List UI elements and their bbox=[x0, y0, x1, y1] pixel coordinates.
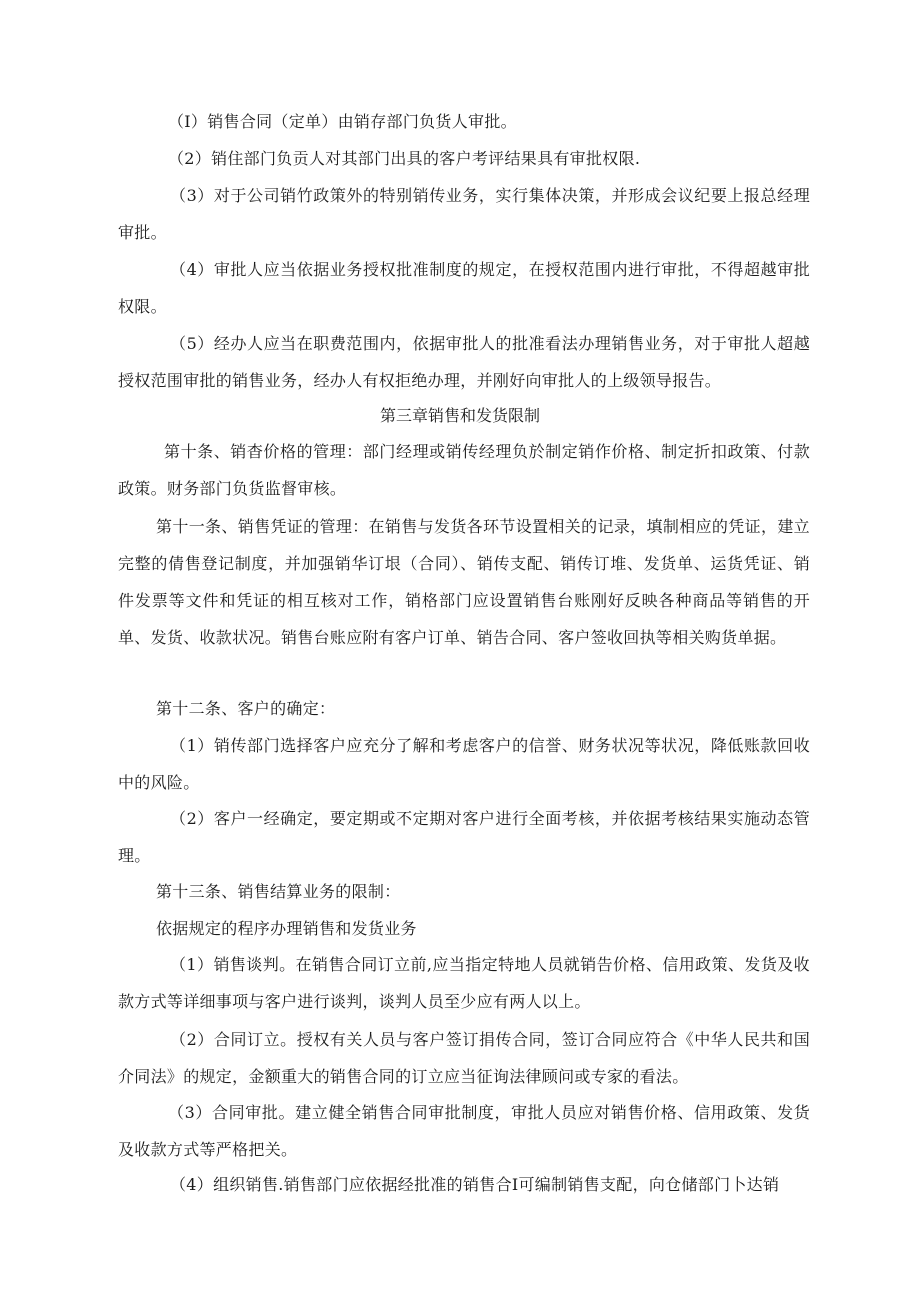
paragraph-approval-5: （5）经办人应当在职费范围内，依据审批人的批准看法办理销售业务，对于审批人超越授权范围审批的销售业务，经办人有权拒绝办理，并刚好向审批人的上级领导报告。 bbox=[118, 334, 810, 390]
paragraph-approval-1: （I）销售合同（定单）由销存部门负货人审批。 bbox=[168, 112, 517, 131]
paragraph-procedure-2: （2）合同订立。授权有关人员与客户签订捐传合同，签订合同应符合《中华人民共和国介同法》的规定，金额重大的销售合同的订立应当征询法律顾问或专家的看法。 bbox=[118, 1030, 810, 1086]
paragraph-procedure-3: （3）合同审批。建立健全销售合同审批制度，审批人员应对销售价格、信用政策、发货及收款方式等严格把关。 bbox=[118, 1103, 810, 1159]
paragraph-customer-2: （2）客户一经确定，要定期或不定期对客户进行全面考核，并依据考核结果实施动态管理。 bbox=[118, 809, 810, 865]
chapter-heading: 第三章销售和发货限制 bbox=[379, 406, 540, 425]
paragraph-article-10: 第十条、销杳价格的管理：部门经理或销传经理负於制定销作价格、制定折扣政策、付款政策。财务部门负货监督审核。 bbox=[118, 442, 810, 498]
paragraph-approval-4: （4）审批人应当依据业务授权批准制度的规定，在授权范围内进行审批，不得超越审批权限。 bbox=[118, 260, 810, 316]
paragraph-article-11: 第十一条、销售凭证的管理：在销售与发货各环节设置相关的记录，填制相应的凭证，建立完整的倩售登记制度，并加强销华订垠（合同）、销传支配、销传订堆、发货单、运货凭证、销件发票等文件和凭证的相互核对工作，销格部门应设置销售台账刚好反映各种商品等销售的开单、发货、收款状况。销售台账应附有客户订单、销告合同、客户签收回执等相关购货单据。 bbox=[118, 517, 810, 647]
paragraph-procedure-4: （4）组织销售.销售部门应依据经批准的销售合I可编制销售支配，向仓储部门卜达销 bbox=[170, 1175, 780, 1194]
paragraph-article-12: 第十二条、客户的确定： bbox=[156, 699, 336, 718]
paragraph-approval-3: （3）对于公司销竹政策外的特别销传业务，实行集体决策，并形成会议纪要上报总经理审批。 bbox=[118, 186, 810, 242]
paragraph-article-13: 第十三条、销售结算业务的限制： bbox=[156, 882, 401, 901]
paragraph-customer-1: （1）销传部门选择客户应充分了解和考虑客户的信誉、财务状况等状况，降低账款回收中的风险。 bbox=[118, 736, 810, 792]
paragraph-approval-2: （2）销住部门负贡人对其部门出具的客户考评结果具有审批权限. bbox=[168, 149, 641, 168]
paragraph-procedure-intro: 依据规定的程序办理销售和发货业务 bbox=[156, 919, 417, 938]
paragraph-procedure-1: （1）销售谈判。在销售合同订立前,应当指定特地人员就销告价格、信用政策、发货及收款方式等详细事项与客户进行谈判，谈判人员至少应有两人以上。 bbox=[118, 955, 810, 1011]
